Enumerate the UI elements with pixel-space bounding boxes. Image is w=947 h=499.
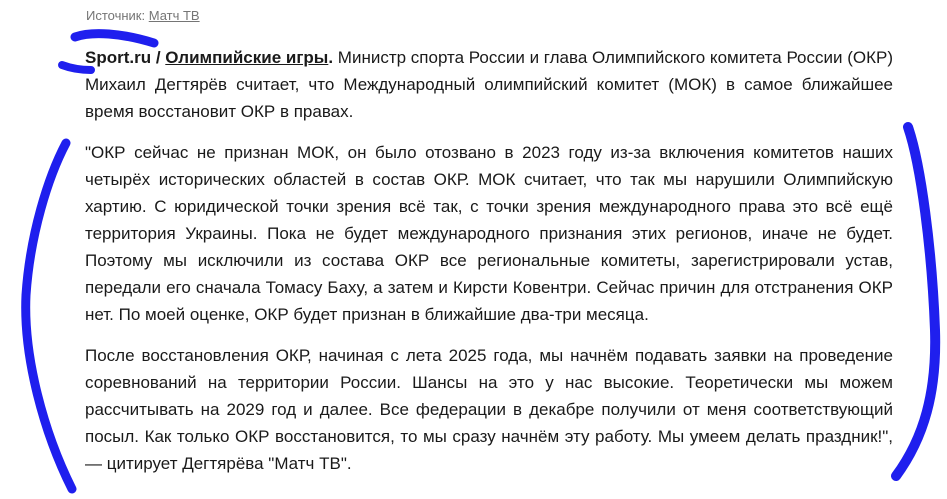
category-dot: . [328, 48, 334, 67]
annotation-stroke-sportru-top [75, 34, 154, 43]
brand-separator: / [151, 48, 166, 67]
lead-text: Министр спорта России и глава Олимпийского комитета России (ОКР) Михаил Дегтярёв считает, что Международный олимпийский комитет (МОК) в самое ближайшее время восстановит ОКР в правах. [85, 48, 894, 121]
source-link[interactable]: Матч ТВ [148, 8, 200, 23]
source-label: Источник: [86, 8, 146, 23]
quote-paragraph-2: После восстановления ОКР, начиная с лета 2025 года, мы начнём подавать заявки на проведение соревнований на территории России. Шансы на это у нас высокие. Теоретически мы можем рассчитывать на 2029 год и далее. Все федерации в декабре получили от меня соответствующий посыл. Как только ОКР восстановится, то мы сразу начнём эту работу. Мы умеем делать праздник!", — цитирует Дегтярёва "Матч ТВ". [85, 346, 893, 473]
category-link[interactable]: Олимпийские игры [165, 48, 329, 67]
brand-name: Sport.ru [85, 48, 152, 67]
source-line [0, 0, 947, 24]
quote-paragraph-1: "ОКР сейчас не признан МОК, он было отозвано в 2023 году из-за включения комитетов наших четырёх исторических областей в состав ОКР. МОК считает, что так мы нарушили Олимпийскую хартию. С юридической точки зрения всё так, с точки зрения международного права это всё ещё территория Украины. Пока не будет международного признания этих регионов, иначе не будет. Поэтому мы исключили из состава ОКР все региональные комитеты, зарегистрировали устав, передали его сначала Томасу Баху, а затем и Кирсти Ковентри. Сейчас причин для отстранения ОКР нет. По моей оценке, ОКР будет признан в ближайшие два-три месяца. [85, 143, 893, 324]
lead-paragraph [85, 44, 893, 125]
article-body [0, 44, 947, 477]
